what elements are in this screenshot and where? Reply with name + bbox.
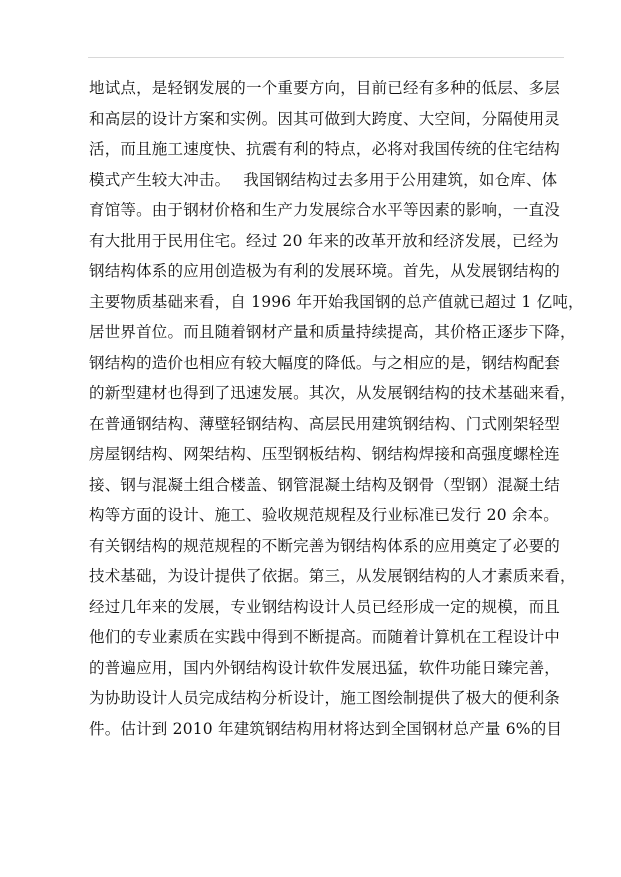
text-line: 他们的专业素质在实践中得到不断提高。而随着计算机在工程设计中 (89, 628, 561, 646)
text-line: 和高层的设计方案和实例。因其可做到大跨度、大空间，分隔使用灵 (89, 109, 561, 128)
text-line: 有关钢结构的规范规程的不断完善为钢结构体系的应用奠定了必要的 (89, 536, 561, 555)
text-line: 的普遍应用，国内外钢结构设计软件发展迅猛，软件功能日臻完善， (89, 658, 561, 677)
text-line: 居世界首位。而且随着钢材产量和质量持续提高，其价格正逐步下降， (89, 323, 576, 341)
text-line: 在普通钢结构、薄壁轻钢结构、高层民用建筑钢结构、门式刚架轻型 (89, 414, 561, 433)
text-line: 为协助设计人员完成结构分析设计，施工图绘制提供了极大的便利条 (89, 689, 561, 707)
text-line: 活，而且施工速度快、抗震有利的特点，必将对我国传统的住宅结构 (89, 140, 561, 158)
text-line: 钢结构体系的应用创造极为有利的发展环境。首先，从发展钢结构的 (89, 262, 561, 280)
text-line: 技术基础，为设计提供了依据。第三，从发展钢结构的人才素质来看， (89, 567, 576, 585)
text-line: 房屋钢结构、网架结构、压型钢板结构、钢结构焊接和高强度螺栓连 (89, 445, 561, 463)
text-line: 模式产生较大冲击。 我国钢结构过去多用于公用建筑，如仓库、体 (89, 170, 558, 189)
text-line: 主要物质基础来看，自 1996 年开始我国钢的总产值就已超过 1 亿吨， (89, 292, 584, 311)
text-line: 有大批用于民用住宅。经过 20 年来的改革开放和经济发展，已经为 (89, 231, 559, 250)
text-line: 地试点，是轻钢发展的一个重要方向，目前已经有多种的低层、多层 (89, 79, 561, 97)
text-line: 接、钢与混凝土组合楼盖、钢管混凝土结构及钢骨（型钢）混凝土结 (89, 475, 561, 494)
header-rule (88, 57, 564, 58)
text-line: 的新型建材也得到了迅速发展。其次，从发展钢结构的技术基础来看， (89, 384, 576, 402)
text-line: 育馆等。由于钢材价格和生产力发展综合水平等因素的影响，一直没 (89, 201, 561, 219)
text-line: 件。估计到 2010 年建筑钢结构用材将达到全国钢材总产量 6%的目 (89, 719, 563, 738)
text-line: 构等方面的设计、施工、验收规范规程及行业标准已发行 20 余本。 (89, 506, 559, 524)
body-text (89, 73, 584, 744)
text-line: 经过几年来的发展，专业钢结构设计人员已经形成一定的规模，而且 (89, 597, 561, 616)
text-line: 钢结构的造价也相应有较大幅度的降低。与之相应的是，钢结构配套 (89, 353, 561, 372)
